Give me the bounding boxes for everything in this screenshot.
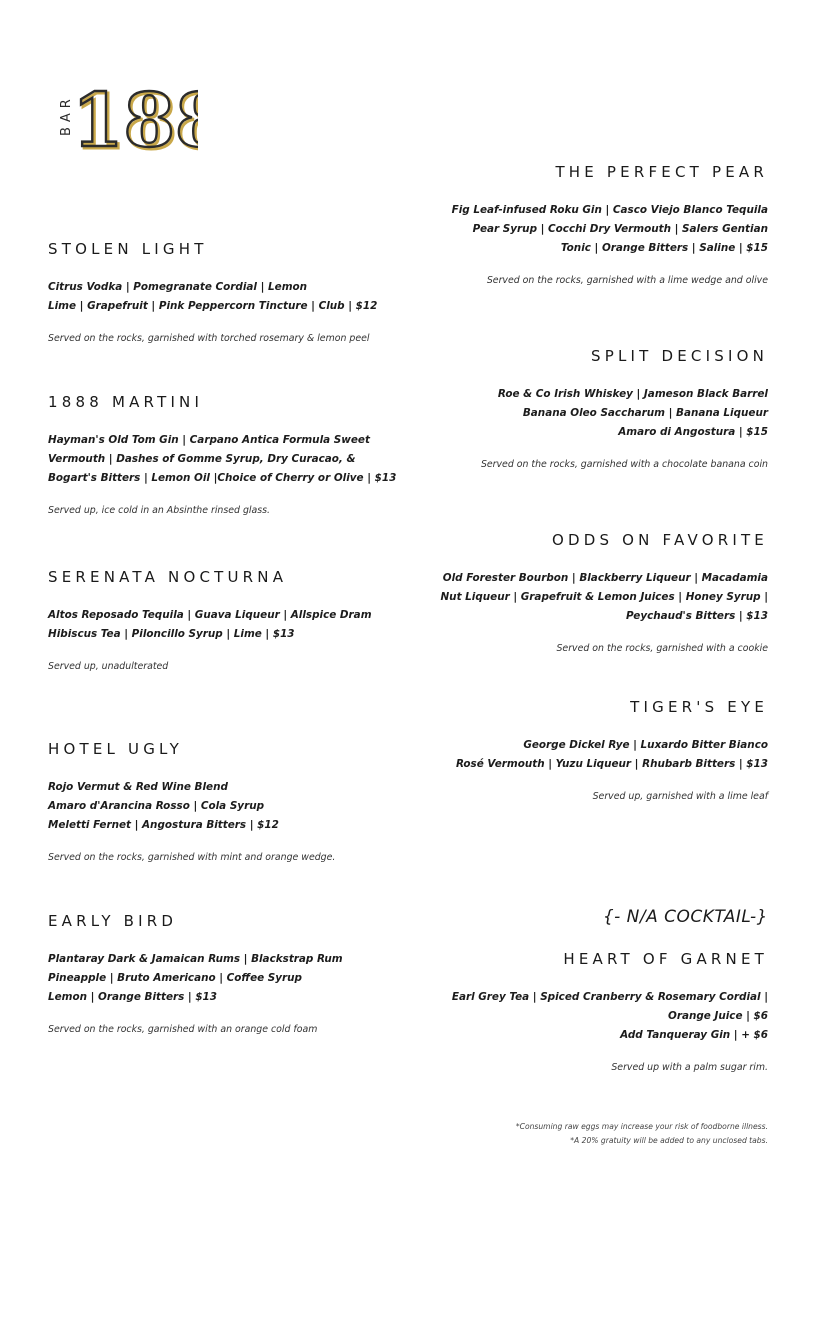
cocktail-title: THE PERFECT PEAR <box>555 163 768 181</box>
cocktail-odds-on-favorite <box>398 531 768 654</box>
logo-bar-text: BAR <box>59 94 74 136</box>
cocktail-note: Served on the rocks, garnished with torched rosemary & lemon peel <box>48 333 370 344</box>
ingredient-line: Nut Liqueur | Grapefruit & Lemon Juices | Honey Syrup | <box>440 591 768 603</box>
na-cocktail-heading <box>398 907 768 927</box>
ingredient-line: Pear Syrup | Cocchi Dry Vermouth | Salers Gentian <box>472 223 768 235</box>
ingredient-line: Lime | Grapefruit | Pink Peppercorn Tincture | Club | $12 <box>48 300 378 312</box>
cocktail-ingredients <box>48 778 408 835</box>
ingredient-line: Roe & Co Irish Whiskey | Jameson Black Barrel <box>497 388 768 400</box>
ingredient-line: George Dickel Rye | Luxardo Bitter Bianco <box>523 739 768 751</box>
cocktail-ingredients <box>398 385 768 442</box>
cocktail-title: SPLIT DECISION <box>591 347 768 365</box>
ingredient-line: Banana Oleo Saccharum | Banana Liqueur <box>522 407 768 419</box>
ingredient-line: Fig Leaf-infused Roku Gin | Casco Viejo Blanco Tequila <box>451 204 768 216</box>
cocktail-heart-of-garnet <box>398 950 768 1073</box>
ingredient-line: Pineapple | Bruto Americano | Coffee Syrup <box>48 972 302 984</box>
ingredient-line: Meletti Fernet | Angostura Bitters | $12 <box>48 819 279 831</box>
ingredient-line: Vermouth | Dashes of Gomme Syrup, Dry Curacao, & <box>48 453 356 465</box>
cocktail-note: Served up, unadulterated <box>48 661 169 672</box>
ingredient-line: Tonic | Orange Bitters | Saline | $15 <box>560 242 768 254</box>
ingredient-line: Old Forester Bourbon | Blackberry Liqueur | Macadamia <box>442 572 768 584</box>
cocktail-note: Served up, garnished with a lime leaf <box>592 791 768 802</box>
ingredient-line: Hibiscus Tea | Piloncillo Syrup | Lime | $13 <box>48 628 295 640</box>
ingredient-line: Amaro di Angostura | $15 <box>618 426 768 438</box>
cocktail-note: Served up with a palm sugar rim. <box>611 1062 768 1073</box>
cocktail-tigers-eye <box>398 698 768 802</box>
cocktail-title: HOTEL UGLY <box>48 740 183 758</box>
ingredient-line: Earl Grey Tea | Spiced Cranberry & Rosemary Cordial | <box>451 991 768 1003</box>
cocktail-stolen-light <box>48 240 408 344</box>
na-heading-text: {- N/A COCKTAIL-} <box>602 907 768 927</box>
cocktail-note: Served on the rocks, garnished with a chocolate banana coin <box>480 459 768 470</box>
cocktail-ingredients <box>48 606 408 644</box>
cocktail-ingredients <box>398 736 768 774</box>
cocktail-ingredients <box>398 988 768 1045</box>
ingredient-line: Hayman's Old Tom Gin | Carpano Antica Formula Sweet <box>48 434 370 446</box>
cocktail-title: 1888 MARTINI <box>48 393 204 411</box>
cocktail-ingredients <box>48 278 408 316</box>
cocktail-note: Served on the rocks, garnished with an orange cold foam <box>48 1024 318 1035</box>
cocktail-title: HEART OF GARNET <box>563 950 768 968</box>
ingredient-line: Add Tanqueray Gin | + $6 <box>620 1029 768 1041</box>
cocktail-note: Served on the rocks, garnished with mint and orange wedge. <box>48 852 336 863</box>
cocktail-ingredients <box>398 569 768 626</box>
ingredient-line: Bogart's Bitters | Lemon Oil |Choice of Cherry or Olive | $13 <box>48 472 397 484</box>
logo-mark <box>58 58 198 158</box>
bar-1888-logo <box>58 58 198 158</box>
footnote-gratuity: *A 20% gratuity will be added to any unclosed tabs. <box>570 1136 768 1145</box>
cocktail-early-bird <box>48 912 408 1035</box>
ingredient-line: Plantaray Dark & Jamaican Rums | Blackstrap Rum <box>48 953 343 965</box>
ingredient-line: Amaro d'Arancina Rosso | Cola Syrup <box>48 800 265 812</box>
cocktail-note: Served up, ice cold in an Absinthe rinsed glass. <box>48 505 270 516</box>
cocktail-title: EARLY BIRD <box>48 912 178 930</box>
cocktail-1888-martini <box>48 393 408 516</box>
footnotes <box>398 1120 768 1148</box>
ingredient-line: Orange Juice | $6 <box>668 1010 768 1022</box>
cocktail-title: TIGER'S EYE <box>630 698 768 716</box>
ingredient-line: Rosé Vermouth | Yuzu Liqueur | Rhubarb Bitters | $13 <box>455 758 768 770</box>
ingredient-line: Peychaud's Bitters | $13 <box>625 610 768 622</box>
ingredient-line: Rojo Vermut & Red Wine Blend <box>48 781 228 793</box>
cocktail-serenata-nocturna <box>48 568 408 672</box>
cocktail-title: STOLEN LIGHT <box>48 240 208 258</box>
cocktail-ingredients <box>398 201 768 258</box>
cocktail-the-perfect-pear <box>398 163 768 286</box>
cocktail-hotel-ugly <box>48 740 408 863</box>
cocktail-title: ODDS ON FAVORITE <box>551 531 768 549</box>
footnote-raw-eggs: *Consuming raw eggs may increase your risk of foodborne illness. <box>515 1122 768 1131</box>
cocktail-note: Served on the rocks, garnished with a lime wedge and olive <box>486 275 768 286</box>
ingredient-line: Altos Reposado Tequila | Guava Liqueur | Allspice Dram <box>48 609 372 621</box>
logo-number: 18 <box>72 78 175 158</box>
logo-number-accent: 18 <box>74 80 177 158</box>
cocktail-note: Served on the rocks, garnished with a cookie <box>556 643 768 654</box>
cocktail-ingredients <box>48 950 408 1007</box>
cocktail-split-decision <box>398 347 768 470</box>
cocktail-title: SERENATA NOCTURNA <box>48 568 288 586</box>
ingredient-line: Lemon | Orange Bitters | $13 <box>48 991 218 1003</box>
ingredient-line: Citrus Vodka | Pomegranate Cordial | Lemon <box>48 281 308 293</box>
cocktail-ingredients <box>48 431 408 488</box>
